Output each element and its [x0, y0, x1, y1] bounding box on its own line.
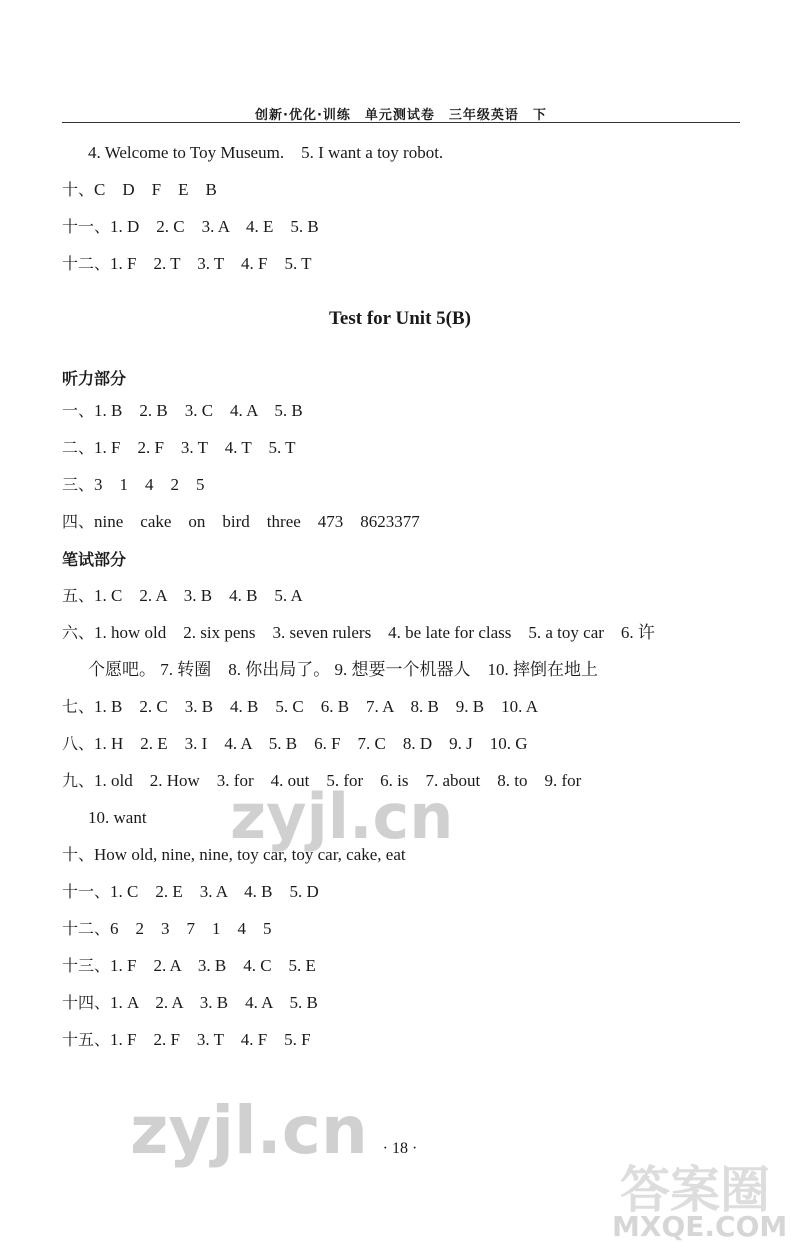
- answer-line: [88, 141, 443, 165]
- answer-line: [88, 658, 598, 682]
- watermark-text: zyjl.cn: [130, 1092, 368, 1169]
- test-title: Test for Unit 5(B): [329, 308, 471, 329]
- answer-line: [62, 880, 319, 904]
- answer-line: [62, 621, 655, 645]
- question-number: 七、: [62, 697, 95, 716]
- question-number: 十四、: [62, 993, 111, 1012]
- question-number: 四、: [62, 512, 95, 531]
- answer-line: [62, 954, 316, 978]
- answer-text: C D F E B: [94, 180, 217, 199]
- answer-line: [62, 695, 538, 719]
- answer-text: 3 1 4 2 5: [94, 475, 205, 494]
- answer-line: [62, 399, 303, 423]
- answer-line: [62, 584, 303, 608]
- answer-text: nine cake on bird three 473 8623377: [94, 512, 420, 531]
- answer-line: [88, 806, 147, 830]
- answer-line: [62, 732, 528, 756]
- question-number: 十二、: [62, 919, 111, 938]
- answer-text: 1. C 2. E 3. A 4. B 5. D: [110, 882, 319, 901]
- question-number: 十二、: [62, 254, 111, 273]
- question-number: 八、: [62, 734, 95, 753]
- answer-text: 1. how old 2. six pens 3. seven rulers 4. be late for class 5. a toy car 6. 许: [94, 623, 655, 642]
- answer-line: [62, 510, 420, 534]
- answer-text: 1. F 2. T 3. T 4. F 5. T: [110, 254, 312, 273]
- page-header: 创新·优化·训练 单元测试卷 三年级英语 下: [255, 108, 547, 123]
- question-number: 十、: [62, 180, 95, 199]
- watermark-text: zyjl.cn: [230, 780, 454, 853]
- question-number: 一、: [62, 401, 95, 420]
- watermark-logo: 答案圈: [620, 1161, 770, 1219]
- answer-text: 6 2 3 7 1 4 5: [110, 919, 272, 938]
- answer-line: [62, 473, 205, 497]
- question-number: 九、: [62, 771, 95, 790]
- question-number: 十一、: [62, 882, 111, 901]
- question-number: 十一、: [62, 217, 111, 236]
- section-listening: 听力部分: [62, 369, 127, 388]
- answer-line: [62, 252, 312, 276]
- section-writing: 笔试部分: [62, 550, 127, 569]
- question-number: 十、: [62, 845, 95, 864]
- answer-line: [62, 917, 272, 941]
- answer-line: [62, 436, 296, 460]
- question-number: 十五、: [62, 1030, 111, 1049]
- question-number: 五、: [62, 586, 95, 605]
- question-number: 三、: [62, 475, 95, 494]
- answer-text: 个愿吧。 7. 转圈 8. 你出局了。 9. 想要一个机器人 10. 摔倒在地上: [88, 660, 598, 679]
- header-rule: [62, 122, 740, 123]
- answer-line: [62, 1028, 311, 1052]
- question-number: 十三、: [62, 956, 111, 975]
- answer-text: 1. B 2. C 3. B 4. B 5. C 6. B 7. A 8. B 9. B 10. A: [94, 697, 538, 716]
- answer-text: 1. old 2. How 3. for 4. out 5. for 6. is 7. about 8. to 9. for: [94, 771, 582, 790]
- answer-text: 1. A 2. A 3. B 4. A 5. B: [110, 993, 318, 1012]
- answer-text: 1. H 2. E 3. I 4. A 5. B 6. F 7. C 8. D 9. J 10. G: [94, 734, 528, 753]
- answer-text: 1. F 2. F 3. T 4. T 5. T: [94, 438, 296, 457]
- watermark-url: MXQE.COM: [612, 1210, 788, 1243]
- answer-text: How old, nine, nine, toy car, toy car, cake, eat: [94, 845, 406, 864]
- answer-line: [62, 178, 217, 202]
- answer-text: 1. F 2. A 3. B 4. C 5. E: [110, 956, 316, 975]
- answer-text: 4. Welcome to Toy Museum. 5. I want a toy robot.: [88, 143, 444, 162]
- question-number: 六、: [62, 623, 95, 642]
- question-number: 二、: [62, 438, 95, 457]
- answer-text: 1. B 2. B 3. C 4. A 5. B: [94, 401, 303, 420]
- answer-text: 1. D 2. C 3. A 4. E 5. B: [110, 217, 319, 236]
- answer-line: [62, 991, 318, 1015]
- page-number: · 18 ·: [382, 1140, 418, 1157]
- answer-text: 1. F 2. F 3. T 4. F 5. F: [110, 1030, 311, 1049]
- answer-text: 1. C 2. A 3. B 4. B 5. A: [94, 586, 303, 605]
- answer-text: 10. want: [88, 808, 147, 827]
- answer-line: [62, 215, 319, 239]
